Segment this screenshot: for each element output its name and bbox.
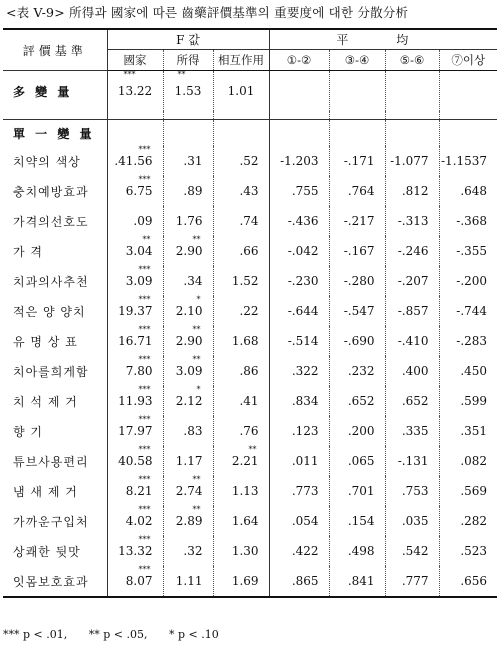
- f-value: 1.64: [231, 514, 259, 528]
- f-interaction-cell: [213, 386, 269, 416]
- table-row: [3, 476, 497, 506]
- f-value: 2.90: [175, 244, 203, 258]
- f-interaction-cell: [213, 146, 269, 176]
- f-value: .43: [239, 184, 259, 198]
- significance-stars: ***: [138, 385, 151, 394]
- f-value: .74: [239, 214, 259, 228]
- table-row: [3, 266, 497, 296]
- mean-cell-2: .841: [329, 566, 385, 597]
- significance-stars: *: [196, 385, 201, 394]
- f-value: 2.74: [175, 484, 203, 498]
- f-value: .31: [183, 154, 203, 168]
- significance-stars: ***: [138, 175, 151, 184]
- table-row: [3, 236, 497, 266]
- mean-cell-2: .200: [329, 416, 385, 446]
- significance-stars: ***: [138, 355, 151, 364]
- f-value: 1.52: [231, 274, 259, 288]
- mean-cell-3: .652: [385, 386, 439, 416]
- f-country-cell: [107, 446, 163, 476]
- row-label: 가 격: [3, 236, 107, 266]
- mean-cell-1: .054: [269, 506, 329, 536]
- f-country-cell: [107, 266, 163, 296]
- row-label: 냄 새 제 거: [3, 476, 107, 506]
- f-value: 1.68: [231, 334, 259, 348]
- univariate-section-row: [3, 120, 497, 147]
- row-label: 잇몸보호효과: [3, 566, 107, 597]
- mean-cell-2: -.171: [329, 146, 385, 176]
- f-value: 2.12: [175, 394, 203, 408]
- mean-cell-4: .450: [460, 364, 488, 378]
- mean-cell-2: -.690: [329, 326, 385, 356]
- col-header-income: 所得: [163, 50, 213, 71]
- f-value: 2.21: [231, 454, 259, 468]
- mean-cell-4: .523: [460, 544, 488, 558]
- f-value: 1.69: [231, 574, 259, 588]
- f-value: 8.07: [125, 574, 153, 588]
- table-row: [3, 356, 497, 386]
- table-row: [3, 176, 497, 206]
- mean-cell-4: .282: [460, 514, 488, 528]
- significance-stars: **: [192, 235, 201, 244]
- f-income-cell: [163, 326, 213, 356]
- mean-cell-4: -.355: [456, 244, 488, 258]
- f-interaction-cell: [213, 476, 269, 506]
- mean-cell-2: -.167: [329, 236, 385, 266]
- f-value: .41.56: [114, 154, 153, 168]
- f-value: 2.10: [175, 304, 203, 318]
- f-interaction-cell: [213, 416, 269, 446]
- significance-stars: ***: [138, 505, 151, 514]
- significance-stars: ***: [138, 565, 151, 574]
- f-value: 1.13: [231, 484, 259, 498]
- row-label: 튜브사용편리: [3, 446, 107, 476]
- col-header-mean-2: ③-④: [329, 50, 385, 71]
- f-value: 1.01: [227, 84, 255, 98]
- empty-mean-cell: [439, 71, 497, 112]
- table-row: [3, 416, 497, 446]
- mean-cell-4: -.368: [456, 214, 488, 228]
- f-income-cell: [163, 536, 213, 566]
- empty-mean-cell: [329, 71, 385, 112]
- f-value: 1.11: [175, 574, 203, 588]
- mean-cell-1: .322: [269, 356, 329, 386]
- f-country-cell: [107, 566, 163, 597]
- row-label: 상쾌한 뒷맛: [3, 536, 107, 566]
- row-label: 치 석 제 거: [3, 386, 107, 416]
- f-value: .34: [183, 274, 203, 288]
- mean-cell-1: -1.203: [269, 146, 329, 176]
- table-row: [3, 536, 497, 566]
- significance-stars: **: [192, 475, 201, 484]
- f-country-cell: [107, 506, 163, 536]
- f-income-cell: [163, 206, 213, 236]
- f-income-cell: [163, 566, 213, 597]
- footnote-p05: ** p < .05,: [88, 628, 148, 641]
- significance-stars: *: [196, 295, 201, 304]
- col-header-mean-4: ⑦이상: [439, 50, 497, 71]
- f-value: 11.93: [118, 394, 153, 408]
- significance-stars: **: [142, 235, 151, 244]
- footnote: [3, 628, 237, 641]
- mean-cell-3: .335: [385, 416, 439, 446]
- f-value: 3.09: [175, 364, 203, 378]
- table-row: [3, 296, 497, 326]
- f-income-cell: [163, 71, 213, 112]
- f-country-cell: [107, 206, 163, 236]
- mean-cell-1: .773: [269, 476, 329, 506]
- section-label: 單 一 變 量: [3, 120, 107, 147]
- mean-cell-3: -.246: [385, 236, 439, 266]
- criteria-header: 評價基準: [3, 29, 107, 71]
- f-value: 7.80: [125, 364, 153, 378]
- f-interaction-cell: [213, 266, 269, 296]
- mean-cell-4: .569: [460, 484, 488, 498]
- table-title: <表 V-9> 所得과 國家에 따른 齒藥評價基準의 重要度에 대한 分散分析: [6, 5, 409, 20]
- f-income-cell: [163, 476, 213, 506]
- mean-cell-4: .599: [460, 394, 488, 408]
- f-country-cell: [107, 146, 163, 176]
- f-value: 6.75: [125, 184, 153, 198]
- table-row: [3, 446, 497, 476]
- mean-cell-3: .035: [385, 506, 439, 536]
- f-value: 16.71: [118, 334, 153, 348]
- f-interaction-cell: [213, 176, 269, 206]
- f-income-cell: [163, 446, 213, 476]
- table-row: [3, 386, 497, 416]
- mean-cell-2: .652: [329, 386, 385, 416]
- mean-cell-3: -.131: [385, 446, 439, 476]
- table-row: [3, 506, 497, 536]
- f-value: .76: [239, 424, 259, 438]
- significance-stars: ***: [138, 295, 151, 304]
- col-header-interaction: 相互作用: [213, 50, 269, 71]
- f-value-group-header: F 값: [107, 29, 269, 50]
- f-value: .22: [239, 304, 259, 318]
- mean-cell-3: .753: [385, 476, 439, 506]
- mean-cell-4: .648: [460, 184, 488, 198]
- f-income-cell: [163, 146, 213, 176]
- row-label: 향 기: [3, 416, 107, 446]
- significance-stars: ***: [138, 475, 151, 484]
- f-value: .89: [183, 184, 203, 198]
- row-label: 적은 양 양치: [3, 296, 107, 326]
- mean-cell-4: -.744: [456, 304, 488, 318]
- mean-cell-2: .232: [329, 356, 385, 386]
- mean-cell-2: -.547: [329, 296, 385, 326]
- col-header-country: 國家: [107, 50, 163, 71]
- row-label: 치약의 색상: [3, 146, 107, 176]
- f-value: .52: [239, 154, 259, 168]
- f-value: 1.53: [174, 84, 202, 98]
- table-row: [3, 326, 497, 356]
- f-interaction-cell: [213, 296, 269, 326]
- mean-cell-3: -.207: [385, 266, 439, 296]
- significance-stars: ***: [123, 70, 136, 79]
- mean-cell-3: -.857: [385, 296, 439, 326]
- f-value: .86: [239, 364, 259, 378]
- mean-cell-1: -.436: [269, 206, 329, 236]
- f-country-cell: [107, 356, 163, 386]
- significance-stars: **: [248, 445, 257, 454]
- f-value: 4.02: [125, 514, 153, 528]
- mean-cell-2: -.280: [329, 266, 385, 296]
- mean-cell-1: -.644: [269, 296, 329, 326]
- multivariate-row: [3, 71, 497, 112]
- anova-table: [3, 28, 497, 598]
- f-value: 13.32: [118, 544, 153, 558]
- separator-row: [3, 111, 497, 120]
- mean-cell-2: -.217: [329, 206, 385, 236]
- table-body: [3, 71, 497, 598]
- f-country-cell: [107, 71, 163, 112]
- f-value: 3.09: [125, 274, 153, 288]
- f-country-cell: [107, 536, 163, 566]
- row-label: 多 變 量: [3, 71, 107, 112]
- significance-stars: **: [192, 505, 201, 514]
- significance-stars: ***: [138, 325, 151, 334]
- f-interaction-cell: [213, 206, 269, 236]
- f-value: 8.21: [125, 484, 153, 498]
- f-country-cell: [107, 326, 163, 356]
- mean-cell-3: .400: [385, 356, 439, 386]
- mean-cell-3: -.410: [385, 326, 439, 356]
- mean-cell-4: -.283: [456, 334, 488, 348]
- f-value: .09: [133, 214, 153, 228]
- col-header-mean-3: ⑤-⑥: [385, 50, 439, 71]
- f-country-cell: [107, 176, 163, 206]
- mean-cell-2: .764: [329, 176, 385, 206]
- mean-cell-1: -.514: [269, 326, 329, 356]
- mean-cell-3: -.313: [385, 206, 439, 236]
- table-row: [3, 566, 497, 597]
- f-country-cell: [107, 416, 163, 446]
- mean-cell-2: .065: [329, 446, 385, 476]
- significance-stars: **: [192, 325, 201, 334]
- f-value: .41: [239, 394, 259, 408]
- f-income-cell: [163, 236, 213, 266]
- f-income-cell: [163, 296, 213, 326]
- mean-group-header: 平 均: [269, 29, 497, 50]
- row-label: 치아를희게함: [3, 356, 107, 386]
- mean-cell-2: .498: [329, 536, 385, 566]
- f-interaction-cell: [213, 356, 269, 386]
- f-country-cell: [107, 236, 163, 266]
- f-value: 13.22: [117, 84, 153, 98]
- f-country-cell: [107, 386, 163, 416]
- mean-cell-2: .701: [329, 476, 385, 506]
- f-value: 2.90: [175, 334, 203, 348]
- f-value: .66: [239, 244, 259, 258]
- f-value: 3.04: [125, 244, 153, 258]
- f-income-cell: [163, 266, 213, 296]
- f-value: .32: [183, 544, 203, 558]
- mean-cell-4: -.200: [456, 274, 488, 288]
- significance-stars: **: [192, 355, 201, 364]
- row-label: 유 명 상 표: [3, 326, 107, 356]
- f-value: .83: [183, 424, 203, 438]
- mean-cell-1: -.230: [269, 266, 329, 296]
- mean-cell-1: .865: [269, 566, 329, 597]
- f-country-cell: [107, 476, 163, 506]
- anova-table-container: [3, 28, 497, 598]
- f-value: 1.30: [231, 544, 259, 558]
- mean-cell-1: -.042: [269, 236, 329, 266]
- significance-stars: ***: [138, 415, 151, 424]
- footnote-p10: * p < .10: [169, 628, 219, 641]
- f-interaction-cell: [213, 446, 269, 476]
- table-row: [3, 146, 497, 176]
- mean-cell-1: .422: [269, 536, 329, 566]
- f-value: 19.37: [118, 304, 153, 318]
- mean-cell-1: .755: [269, 176, 329, 206]
- f-income-cell: [163, 356, 213, 386]
- f-value: 40.58: [118, 454, 153, 468]
- row-label: 가까운구입처: [3, 506, 107, 536]
- f-interaction-cell: [213, 326, 269, 356]
- mean-cell-1: .834: [269, 386, 329, 416]
- empty-mean-cell: [385, 71, 439, 112]
- footnote-p01: *** p < .01,: [3, 628, 68, 641]
- significance-stars: ***: [138, 445, 151, 454]
- f-income-cell: [163, 386, 213, 416]
- mean-cell-3: .777: [385, 566, 439, 597]
- row-label: 치과의사추천: [3, 266, 107, 296]
- mean-cell-3: .542: [385, 536, 439, 566]
- f-value: 1.76: [175, 214, 203, 228]
- f-income-cell: [163, 416, 213, 446]
- mean-cell-3: -1.077: [385, 146, 439, 176]
- mean-cell-4: .082: [460, 454, 488, 468]
- f-value: 2.89: [175, 514, 203, 528]
- f-interaction-cell: [213, 236, 269, 266]
- f-country-cell: [107, 296, 163, 326]
- significance-stars: ***: [138, 145, 151, 154]
- mean-cell-1: .123: [269, 416, 329, 446]
- significance-stars: **: [177, 70, 186, 79]
- mean-cell-4: .351: [460, 424, 488, 438]
- f-income-cell: [163, 176, 213, 206]
- table-row: [3, 206, 497, 236]
- mean-cell-4: .656: [460, 574, 488, 588]
- mean-cell-3: .812: [385, 176, 439, 206]
- row-label: 가격의선호도: [3, 206, 107, 236]
- significance-stars: ***: [138, 265, 151, 274]
- f-value: 1.17: [175, 454, 203, 468]
- f-value: 17.97: [118, 424, 153, 438]
- empty-mean-cell: [269, 71, 329, 112]
- f-income-cell: [163, 506, 213, 536]
- mean-cell-2: .154: [329, 506, 385, 536]
- f-interaction-cell: [213, 536, 269, 566]
- header-row-groups: [3, 29, 497, 50]
- mean-cell-4: -1.1537: [441, 154, 488, 168]
- f-interaction-cell: [213, 71, 269, 112]
- row-label: 충치예방효과: [3, 176, 107, 206]
- mean-cell-1: .011: [269, 446, 329, 476]
- f-interaction-cell: [213, 506, 269, 536]
- f-interaction-cell: [213, 566, 269, 597]
- significance-stars: ***: [138, 535, 151, 544]
- col-header-mean-1: ①-②: [269, 50, 329, 71]
